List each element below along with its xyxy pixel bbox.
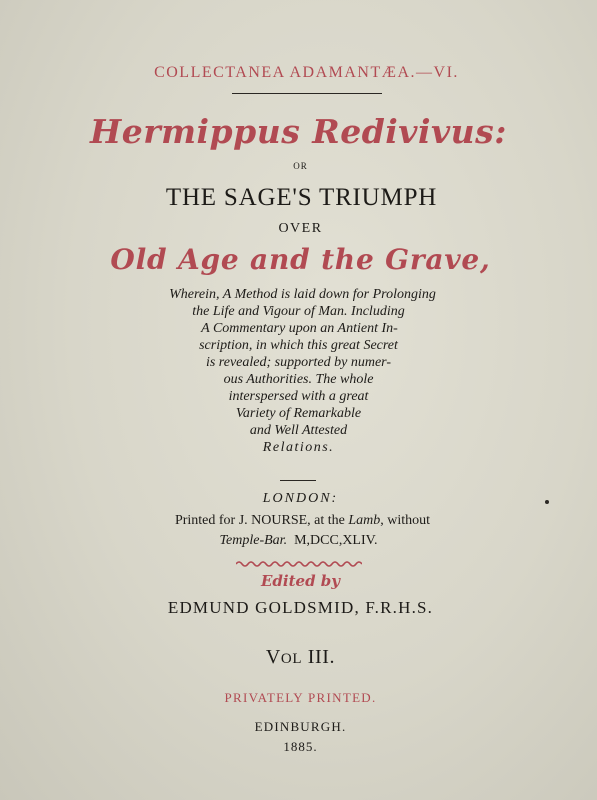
description-line: A Commentary upon an Antient In- [201,321,398,336]
year: 1885. [283,739,318,754]
main-title: Hermippus Redivivus: [90,112,507,151]
editor-name: EDMUND GOLDSMID, F.R.H.S. [167,598,434,617]
description-line: scription, in which this great Secret [199,338,398,353]
or-word: OR [293,161,308,171]
subtitle: THE SAGE'S TRIUMPH [165,184,438,211]
series-title: COLLECTANEA ADAMANTÆA.—VI. [154,64,459,81]
subtitle-old-age: Old Age and the Grave, [110,243,491,276]
location-text: Temple-Bar. [219,533,288,548]
description-line: the Life and Vigour of Man. Including [192,304,405,319]
over-word: OVER [278,221,323,236]
description-line: Relations. [262,440,335,455]
imprint-city: LONDON: [262,491,339,506]
wavy-rule [236,559,362,569]
comma: , [380,513,384,528]
description-line: Variety of Remarkable [235,406,362,421]
description-line: ous Authorities. The whole [223,372,374,387]
imprint-date: M,DCC,XLIV. [294,533,378,548]
printer-suffix: without [387,513,431,528]
volume-word: OL [280,651,303,667]
description-line: is revealed; supported by numer- [205,355,392,370]
volume [2,646,597,669]
imprint-printer [4,513,597,529]
short-rule [280,480,316,481]
imprint-location [0,533,597,549]
volume-initial: V [265,646,281,668]
edited-by: Edited by [260,572,340,590]
top-rule [232,93,382,94]
description-line: interspersed with a great [228,389,369,404]
printer-sign: Lamb [348,513,381,528]
printer-text: Printed for J. NOURSE, at the [174,513,345,528]
place: EDINBURGH. [254,719,347,734]
description-line: and Well Attested [249,423,348,438]
ink-speck [545,500,549,504]
privately-printed: PRIVATELY PRINTED. [224,690,377,705]
description-line: Wherein, A Method is laid down for Prolonging [169,287,436,302]
volume-number: III. [307,646,336,668]
